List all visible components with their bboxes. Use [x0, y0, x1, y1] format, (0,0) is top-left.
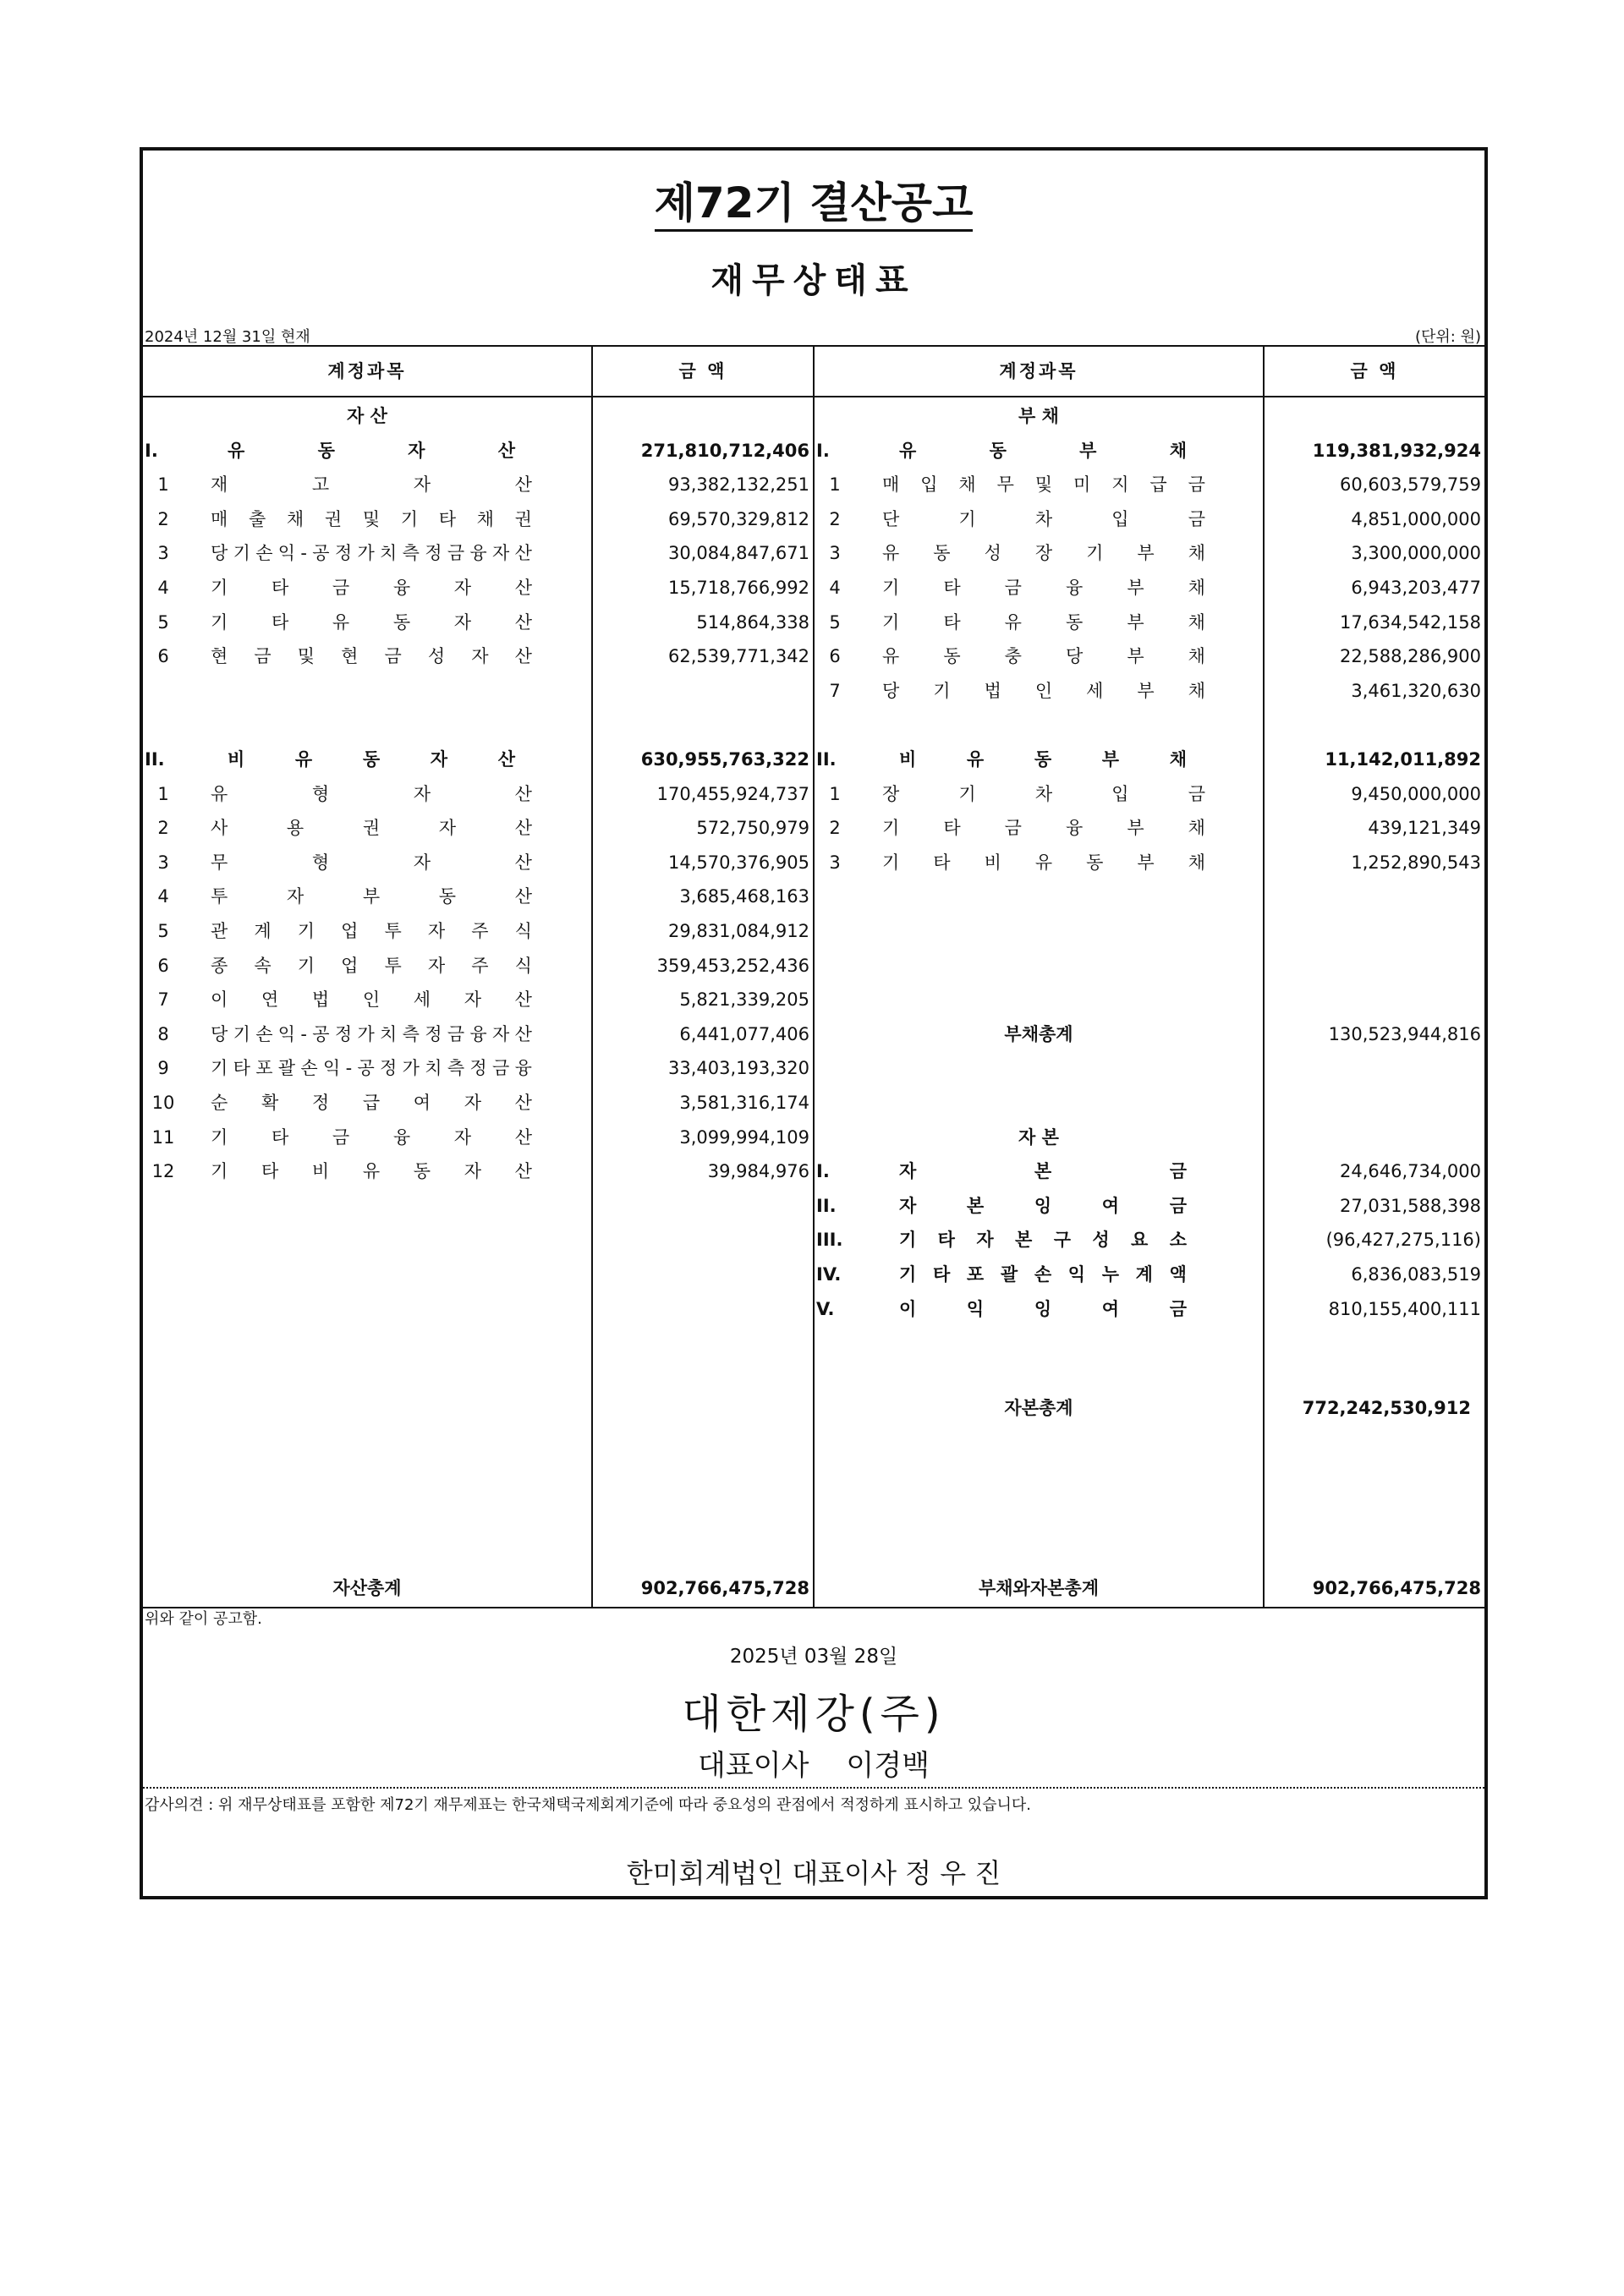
as-of-date: 2024년 12월 31일 현재 [145, 328, 310, 346]
section-roman: I. [816, 440, 830, 461]
row-number: 12 [151, 1161, 175, 1182]
section-roman: I. [145, 440, 158, 461]
account-name: 유 동 충 당 부 채 [882, 646, 1205, 667]
section-total: 271,810,712,406 [640, 440, 809, 461]
row-number: 1 [829, 474, 841, 496]
company-name: 대한제강(주) [682, 1690, 946, 1738]
assets-total: 902,766,475,728 [640, 1578, 809, 1598]
row-number: 3 [157, 543, 169, 564]
account-amount: 33,403,193,320 [668, 1058, 809, 1079]
equity-amount: 6,836,083,519 [1351, 1264, 1481, 1285]
row-number: 6 [829, 646, 841, 667]
account-amount: 62,539,771,342 [668, 646, 809, 667]
account-name: 단 기 차 입 금 [882, 508, 1205, 529]
account-name: 기 타 유 동 부 채 [882, 611, 1205, 633]
account-amount: 6,441,077,406 [679, 1023, 809, 1044]
account-name: 종 속 기 업 투 자 주 식 [211, 955, 532, 976]
account-name: 기 타 금 융 자 산 [211, 1126, 532, 1148]
liab-equity-total: 902,766,475,728 [1312, 1578, 1481, 1598]
row-number: 4 [829, 578, 841, 598]
representative-name: 이경백 [846, 1749, 930, 1783]
dotted-divider [143, 1787, 1484, 1789]
account-name: 장 기 차 입 금 [882, 783, 1205, 804]
account-name: 기 타 유 동 자 산 [211, 611, 532, 633]
section-roman: V. [816, 1298, 835, 1319]
row-number: 3 [829, 543, 841, 564]
account-name: 유 형 자 산 [211, 783, 532, 804]
notice-frame [140, 147, 1488, 1899]
assets-total-label: 자산총계 [332, 1578, 402, 1598]
account-amount: 29,831,084,912 [668, 921, 809, 941]
section-roman: II. [816, 1195, 837, 1216]
account-name: 유 동 성 장 기 부 채 [882, 543, 1205, 564]
row-number: 1 [157, 474, 169, 496]
section-roman: I. [816, 1161, 830, 1182]
account-amount: 15,718,766,992 [668, 578, 809, 598]
section-current-liabilities: 유 동 부 채 [899, 440, 1187, 461]
equity-item: 자 본 금 [899, 1161, 1187, 1182]
notice-text: 위와 같이 공고함. [145, 1610, 262, 1628]
equity-total: 772,242,530,912 [1302, 1398, 1471, 1418]
row-number: 2 [157, 818, 169, 839]
account-amount: 3,685,468,163 [679, 886, 809, 907]
section-noncurrent-liabilities: 비 유 동 부 채 [899, 749, 1187, 770]
account-name: 당 기 법 인 세 부 채 [882, 680, 1205, 701]
header-amount-right: 금 액 [1350, 361, 1399, 381]
account-amount: 22,588,286,900 [1340, 646, 1481, 667]
equity-amount: 24,646,734,000 [1340, 1161, 1481, 1182]
account-name: 순 확 정 급 여 자 산 [211, 1093, 532, 1113]
account-name: 투 자 부 동 산 [211, 886, 532, 907]
row-number: 3 [829, 852, 841, 873]
account-amount: 359,453,252,436 [656, 955, 809, 976]
account-amount: 30,084,847,671 [668, 543, 809, 564]
account-amount: 3,581,316,174 [679, 1093, 809, 1113]
account-name: 기 타 비 유 동 자 산 [211, 1161, 532, 1182]
account-name: 매 출 채 권 및 기 타 채 권 [211, 508, 532, 529]
row-number: 6 [157, 955, 169, 976]
row-number: 11 [151, 1126, 175, 1148]
account-name: 기 타 비 유 동 부 채 [882, 852, 1205, 873]
balance-sheet-table [143, 345, 1484, 1608]
row-number: 4 [157, 578, 169, 598]
account-name: 관 계 기 업 투 자 주 식 [211, 921, 532, 941]
account-name: 기 타 금 융 부 채 [882, 578, 1205, 598]
equity-item: 기 타 포 괄 손 익 누 계 액 [899, 1264, 1187, 1285]
header-divider [143, 396, 1484, 397]
account-amount: 514,864,338 [696, 611, 809, 633]
unit-label: (단위: 원) [1415, 328, 1481, 346]
account-amount: 9,450,000,000 [1351, 783, 1481, 804]
section-roman: II. [816, 749, 837, 770]
section-total: 11,142,011,892 [1325, 749, 1481, 770]
section-current-assets: 유 동 자 산 [228, 440, 515, 461]
section-noncurrent-assets: 비 유 동 자 산 [228, 749, 515, 770]
section-roman: III. [816, 1230, 843, 1251]
equity-amount: 810,155,400,111 [1328, 1298, 1481, 1319]
account-name: 당 기 손 익 - 공 정 가 치 측 정 금 융 자 산 [211, 1023, 532, 1044]
account-amount: 3,461,320,630 [1351, 680, 1481, 701]
liab-equity-total-label: 부채와자본총계 [978, 1578, 1099, 1598]
equity-item: 자 본 잉 여 금 [899, 1195, 1187, 1216]
representative-title: 대표이사 [698, 1749, 809, 1783]
header-account-right: 계정과목 [999, 361, 1078, 381]
account-name: 이 연 법 인 세 자 산 [211, 989, 532, 1011]
account-amount: 93,382,132,251 [668, 474, 809, 496]
account-amount: 5,821,339,205 [679, 989, 809, 1011]
header-account-left: 계정과목 [327, 361, 407, 381]
header-amount-left: 금 액 [678, 361, 727, 381]
account-name: 기 타 포 괄 손 익 - 공 정 가 치 측 정 금 융 [211, 1058, 532, 1079]
row-number: 5 [157, 921, 169, 941]
account-amount: 170,455,924,737 [656, 783, 809, 804]
representative [143, 1742, 1484, 1784]
page-title: 제72기 결산공고 [143, 169, 1484, 230]
row-number: 1 [157, 783, 169, 804]
row-number: 5 [829, 611, 841, 633]
section-total: 630,955,763,322 [640, 749, 809, 770]
equity-total-label: 자본총계 [1004, 1398, 1073, 1418]
column-divider [591, 347, 593, 1607]
section-roman: IV. [816, 1264, 842, 1285]
account-amount: 17,634,542,158 [1340, 611, 1481, 633]
section-roman: II. [145, 749, 165, 770]
equity-amount: 27,031,588,398 [1340, 1195, 1481, 1216]
auditor-signature: 한미회계법인 대표이사 정 우 진 [626, 1857, 1001, 1889]
account-amount: 6,943,203,477 [1351, 578, 1481, 598]
account-name: 사 용 권 자 산 [211, 818, 532, 839]
account-name: 현 금 및 현 금 성 자 산 [211, 646, 532, 667]
account-name: 매 입 채 무 및 미 지 급 금 [882, 474, 1205, 496]
account-name: 기 타 금 융 부 채 [882, 818, 1205, 839]
equity-item: 기 타 자 본 구 성 요 소 [899, 1230, 1187, 1251]
account-amount: 3,099,994,109 [679, 1126, 809, 1148]
account-name: 무 형 자 산 [211, 852, 532, 873]
row-number: 2 [157, 508, 169, 529]
liabilities-total: 130,523,944,816 [1328, 1023, 1481, 1044]
account-amount: 69,570,329,812 [668, 508, 809, 529]
liabilities-total-label: 부채총계 [1004, 1023, 1073, 1044]
equity-item: 이 익 잉 여 금 [899, 1298, 1187, 1319]
statement-title: 재무상태표 [710, 261, 917, 300]
account-amount: 3,300,000,000 [1351, 543, 1481, 564]
account-name: 재 고 자 산 [211, 474, 532, 496]
row-number: 2 [829, 818, 841, 839]
row-number: 10 [151, 1093, 175, 1113]
publication-date: 2025년 03월 28일 [729, 1646, 898, 1668]
account-amount: 572,750,979 [696, 818, 809, 839]
account-name: 당 기 손 익 - 공 정 가 치 측 정 금 융 자 산 [211, 543, 532, 564]
assets-heading: 자 산 [347, 406, 387, 426]
row-number: 6 [157, 646, 169, 667]
account-amount: 60,603,579,759 [1340, 474, 1481, 496]
account-amount: 4,851,000,000 [1351, 508, 1481, 529]
section-total: 119,381,932,924 [1312, 440, 1481, 461]
equity-heading: 자 본 [1018, 1126, 1059, 1148]
account-amount: 14,570,376,905 [668, 852, 809, 873]
row-number: 9 [157, 1058, 169, 1079]
account-amount: 1,252,890,543 [1351, 852, 1481, 873]
row-number: 4 [157, 886, 169, 907]
account-name: 기 타 금 융 자 산 [211, 578, 532, 598]
liabilities-heading: 부 채 [1018, 406, 1059, 426]
row-number: 3 [157, 852, 169, 873]
account-amount: 439,121,349 [1368, 818, 1481, 839]
audit-opinion: 감사의견 : 위 재무상태표를 포함한 제72기 재무제표는 한국채택국제회계기준에 따라 중요성의 관점에서 적정하게 표시하고 있습니다. [145, 1796, 1032, 1814]
row-number: 2 [829, 508, 841, 529]
row-number: 5 [157, 611, 169, 633]
row-number: 7 [829, 680, 841, 701]
row-number: 8 [157, 1023, 169, 1044]
row-number: 7 [157, 989, 169, 1011]
row-number: 1 [829, 783, 841, 804]
equity-amount: (96,427,275,116) [1325, 1230, 1481, 1251]
account-amount: 39,984,976 [707, 1161, 809, 1182]
